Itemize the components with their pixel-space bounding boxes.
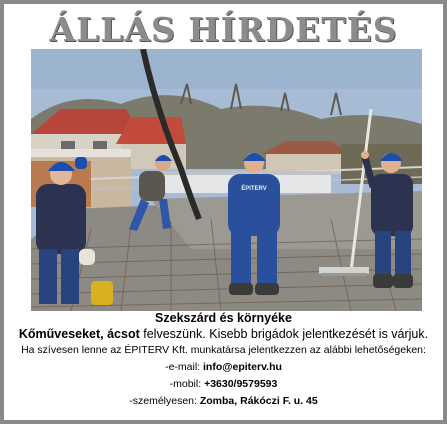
contact-mobile: -mobil: +3630/9579593 — [169, 378, 278, 390]
job-description — [4, 326, 443, 342]
contact-address: -személyesen: Zomba, Rákóczi F. u. 45 — [129, 395, 318, 407]
ad-text — [4, 310, 443, 410]
contact-intro: Ha szívesen lenne az ÉPITERV Kft. munkatársa jelentkezzen az alábbi lehetőségeken: — [21, 344, 426, 356]
phone-number[interactable]: +3630/9579593 — [204, 378, 278, 390]
email-address[interactable]: info@epiterv.hu — [203, 361, 282, 373]
street-address: Zomba, Rákóczi F. u. 45 — [199, 395, 318, 407]
jacket-logo: ÉPITERV — [241, 186, 267, 192]
job-text: felveszünk. Kisebb brigádok jelentkezését is várjuk. — [139, 327, 429, 341]
region-heading: Szekszárd és környéke — [155, 311, 292, 325]
construction-photo — [31, 49, 422, 311]
contact-email: -e-mail: info@epiterv.hu — [165, 361, 282, 373]
ad-title: ÁLLÁS HÍRDETÉS — [49, 10, 398, 49]
job-roles: Kőműveseket, ácsot — [18, 327, 140, 341]
